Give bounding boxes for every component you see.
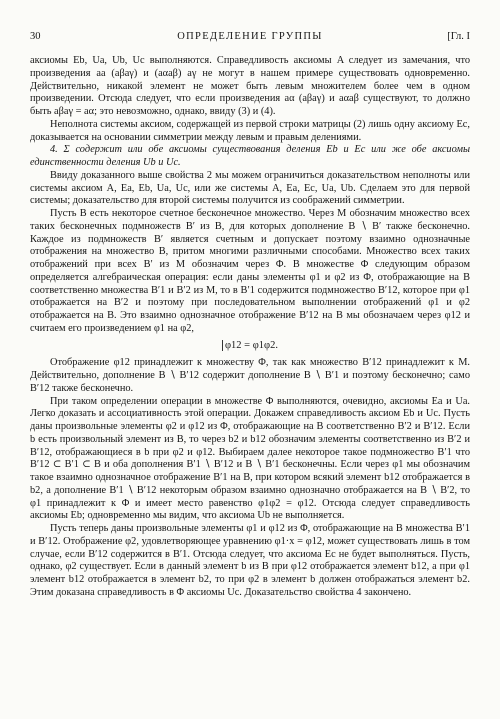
formula-text: φ12 = φ1φ2. [222, 340, 278, 351]
paragraph: Ввиду доказанного выше свойства 2 мы можем ограничиться доказательством неполноты или системы аксиом A, Ea, Eb, Ua, Uc, или же системы A, Ea, Ec, Ua, Ub. Сделаем это для первой системы; доказательство для второй системы получится из соображений симметрии. [30, 169, 470, 207]
paragraph: Пусть B есть некоторое счетное бесконечное множество. Через M обозначим множество всех таких бесконечных подмножеств B′ из B, для которых дополнение B ∖ B′ также бесконечно. Каждое из подмножеств B′ является счетным и допускает поэтому взаимно однозначные отображения на множество B, притом многими различными способами. Множество всех таких отображений при всех B′ из M обозначим через Φ. В множестве Φ следующим образом определяется алгебраическая операция: если даны элементы φ1 и φ2 из Φ, отображающие на B соответственно множества B′1 и B′2 из M, то в B′1 содержится подмножество B′12, которое при φ1 отображается на B′2 и поэтому при последовательном выполнении отображений φ1 и φ2 отображается на B. Это взаимно однозначное отображение B′12 на B мы обозначаем через φ12 и считаем его произведением φ1 на φ2, [30, 208, 470, 334]
paragraph: При таком определении операции в множестве Φ выполняются, очевидно, аксиомы Ea и Ua. Легко доказать и ассоциативность этой операции. Докажем справедливость аксиом Eb и Uc. Пусть даны произвольные элементы φ2 и φ12 из Φ, отображающие на B соответственно B′2 и B′12. Если b есть произвольный элемент из B, то через b2 и b12 обозначим элементы соответственно из B′2 и B′12, отображающиеся в b при φ2 и φ12. Выбираем далее некоторое такое подмножество B′1 что B′12 ⊂ B′1 ⊂ B и оба дополнения B′1 ∖ B′12 и B ∖ B′1 бесконечны. Если через φ1 мы обозначим такое взаимно однозначное отображение B′1 на B, при котором всякий элемент b12 отображается в b2, а дополнение B′1 ∖ B′12 некоторым образом взаимно однозначно отображается на B ∖ B′2, то φ1 принадлежит к Φ и имеет место равенство φ1φ2 = φ12. Отсюда следует справедливость аксиомы Eb; одновременно мы видим, что аксиома Ub не выполняется. [30, 395, 470, 522]
paragraph: Пусть теперь даны произвольные элементы φ1 и φ12 из Φ, отображающие на B множества B′1 и B′12. Отображение φ2, удовлетворяющее уравнению φ1·x = φ12, может существовать лишь в том случае, если B′12 содержится в B′1. Отсюда следует, что аксиома Ec не будет выполняться. Пусть, однако, φ2 существует. Если в данный элемент b из B при φ12 отображается элемент b12, а при φ1 элемент b12 отображается в элемент b2, то при φ2 в элемент b должен отображаться элемент b2. Этим доказана справедливость в Φ аксиомы Uc. Доказательство свойства 4 закончено. [30, 523, 470, 598]
chapter-label: [Гл. I [447, 31, 470, 42]
running-header [30, 30, 470, 44]
page-number: 30 [30, 31, 41, 42]
paragraph: Отображение φ12 принадлежит к множеству Φ, так как множество B′12 принадлежит к M. Действительно, дополнение B ∖ B′12 содержит дополнение B ∖ B′1 и поэтому бесконечно; само B′12 также бесконечно. [30, 357, 470, 394]
paragraph: Неполнота системы аксиом, содержащей из первой строки матрицы (2) лишь одну аксиому Ec, доказывается на основании симметрии между левым и правым делениями. [30, 118, 470, 143]
paragraph: аксиомы Eb, Ua, Ub, Uc выполняются. Справедливость аксиомы A следует из замечания, что произведения aa (aβaγ) и (aαaβ) aγ не могут в нашем примере существовать одновременно. Действительно, никакой элемент не может быть левым множителем более чем в одном произведении. Отсюда следует, что если произведения aα (aβaγ) и aαaβ существуют, то должно быть aβaγ = aα; это невозможно, однако, ввиду (3) и (4). [30, 55, 470, 117]
property-statement: 4. Σ содержит или обе аксиомы существования деления Eb и Ec или же обе аксиомы единственности деления Ub и Uc. [30, 144, 470, 168]
running-title: ОПРЕДЕЛЕНИЕ ГРУППЫ [177, 31, 323, 42]
formula [30, 340, 470, 353]
page-body [30, 55, 470, 600]
